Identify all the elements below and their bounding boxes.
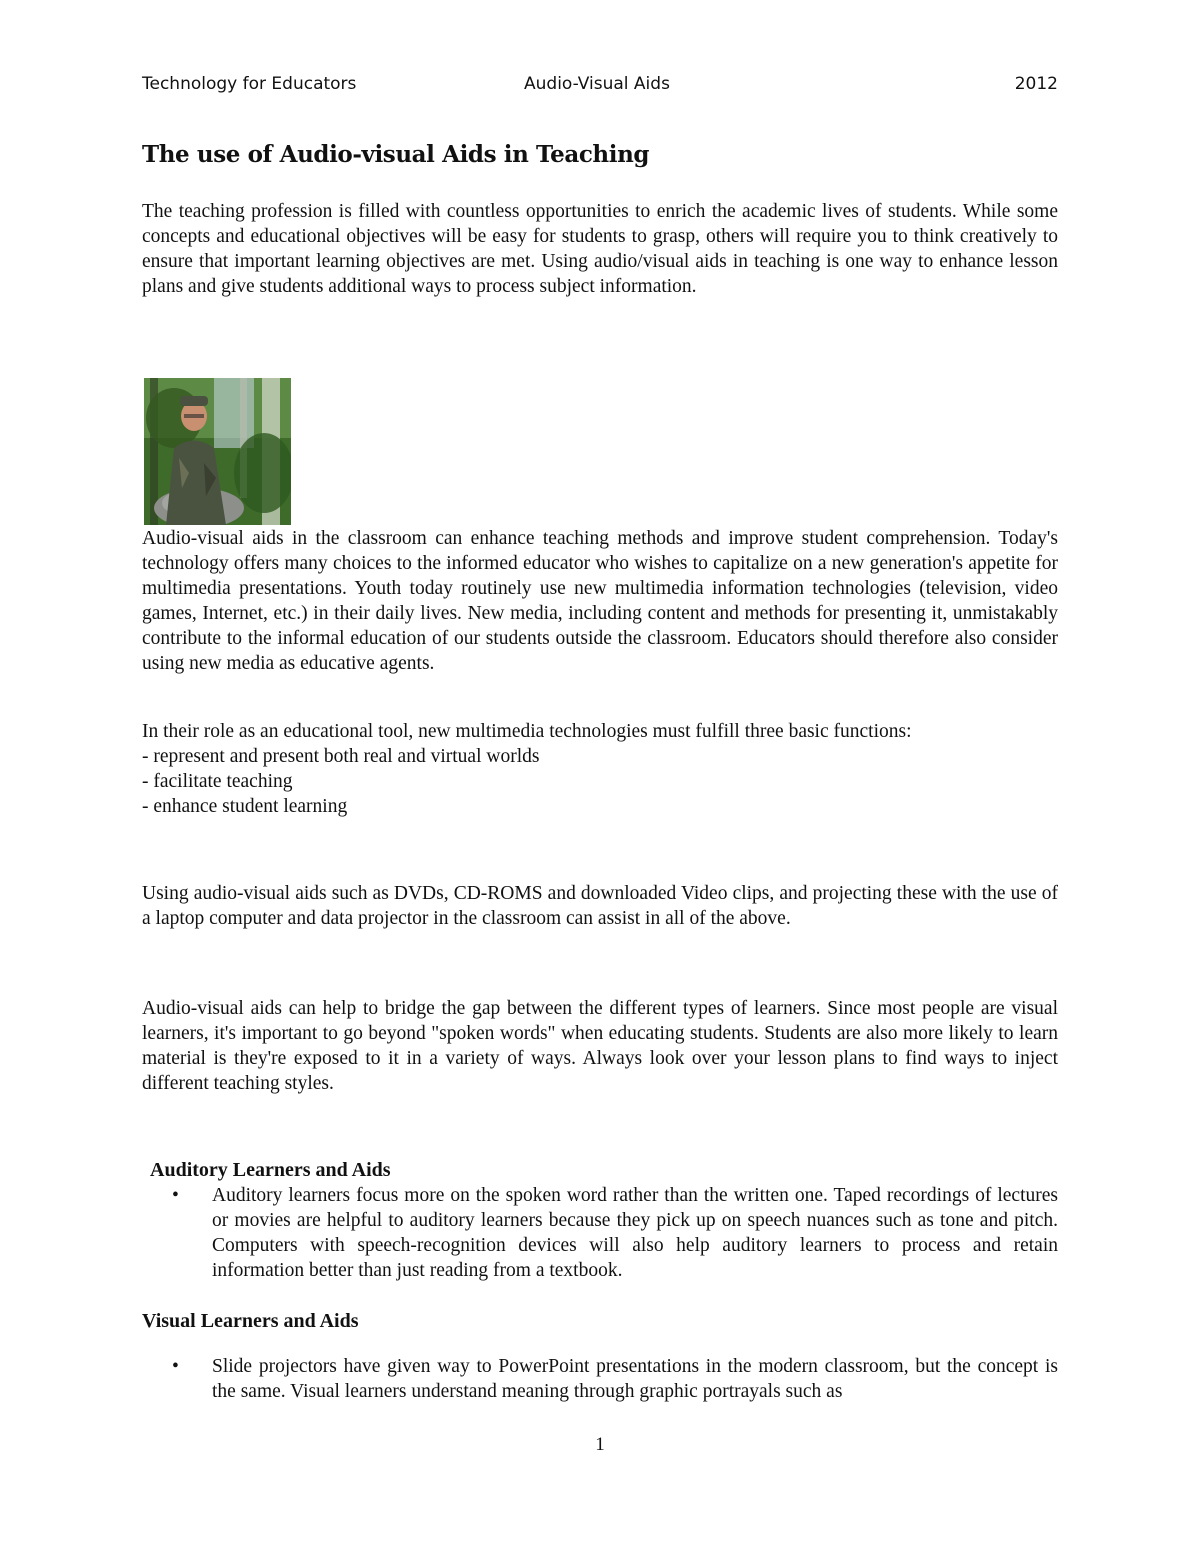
visual-bullet-text: Slide projectors have given way to PowerPoint presentations in the modern classroom, but the concept is the same. Visual learners understand meaning through graphic portrayals such as — [212, 1356, 1058, 1402]
person-outdoors-photo — [144, 378, 291, 525]
auditory-bullet — [172, 1183, 1058, 1283]
document-title: The use of Audio-visual Aids in Teaching — [142, 141, 650, 168]
bullet-icon: • — [172, 1185, 179, 1206]
functions-block — [142, 719, 1058, 819]
functions-list-item: - enhance student learning — [142, 796, 348, 817]
functions-intro: In their role as an educational tool, new multimedia technologies must fulfill three basic functions: — [142, 721, 912, 742]
bullet-icon: • — [172, 1356, 179, 1377]
intro-block — [142, 199, 1058, 299]
header-center: Audio-Visual Aids — [524, 74, 670, 94]
visual-bullet — [172, 1354, 1058, 1404]
intro-paragraph: The teaching profession is filled with countless opportunities to enrich the academic lives of students. While some concepts and educational objectives will be easy for students to grasp, others will require you to think creatively to ensure that important learning objectives are met. Using audio/visual aids in teaching is one way to enhance lesson plans and give students additional ways to process subject information. — [142, 201, 1058, 297]
functions-list — [142, 744, 1058, 819]
header-left: Technology for Educators — [142, 74, 357, 94]
tools-block — [142, 881, 1058, 931]
functions-list-item: - facilitate teaching — [142, 771, 293, 792]
visual-heading: Visual Learners and Aids — [142, 1310, 359, 1332]
auditory-bullet-text: Auditory learners focus more on the spoken word rather than the written one. Taped recordings of lectures or movies are helpful to auditory learners because they pick up on speech nuances such as tone and pitch. Computers with speech-recognition devices will also help auditory learners to process and retain information better than just reading from a textbook. — [212, 1185, 1058, 1281]
media-paragraph: Audio-visual aids in the classroom can enhance teaching methods and improve student comprehension. Today's technology offers many choices to the informed educator who wishes to capitalize on a new generation's appetite for multimedia presentations. Youth today routinely use new multimedia information technologies (television, video games, Internet, etc.) in their daily lives. New media, including content and methods for presenting it, unmistakably contribute to the informal education of our students outside the classroom. Educators should therefore also consider using new media as educative agents. — [142, 528, 1058, 674]
functions-list-item: - represent and present both real and virtual worlds — [142, 746, 540, 767]
learners-block — [142, 996, 1058, 1096]
header-right: 2012 — [1014, 74, 1058, 94]
media-block — [142, 526, 1058, 676]
page-number: 1 — [595, 1434, 605, 1455]
learners-paragraph: Audio-visual aids can help to bridge the gap between the different types of learners. Since most people are visual learners, it's important to go beyond "spoken words" when educating students. Students are also more likely to learn material is they're exposed to it in a variety of ways. Always look over your lesson plans to find ways to inject different teaching styles. — [142, 998, 1058, 1094]
tools-paragraph: Using audio-visual aids such as DVDs, CD-ROMS and downloaded Video clips, and projecting these with the use of a laptop computer and data projector in the classroom can assist in all of the above. — [142, 883, 1058, 929]
auditory-heading: Auditory Learners and Aids — [150, 1159, 391, 1181]
